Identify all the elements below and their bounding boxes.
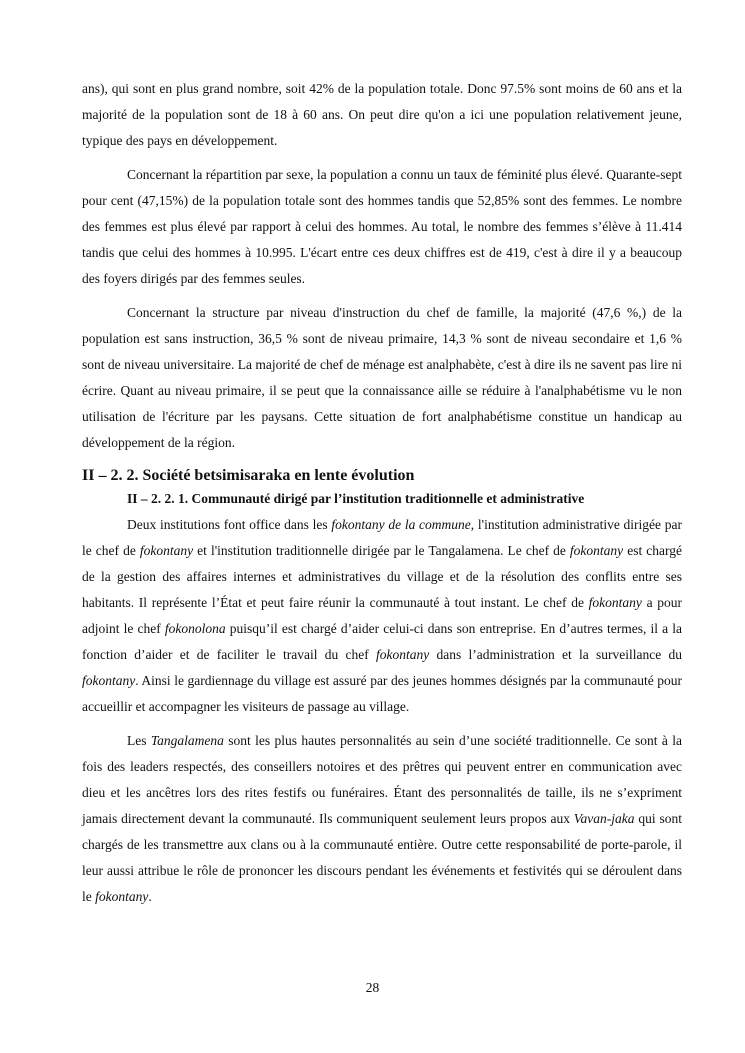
italic-term: fokontany bbox=[139, 543, 194, 558]
paragraph-tangalamena bbox=[82, 728, 682, 910]
text-run: Deux institutions font office dans les bbox=[127, 517, 332, 532]
text-run: dans l’administration et la surveillance du bbox=[429, 647, 683, 662]
text-run: Les bbox=[127, 733, 151, 748]
text-run: est chargé de la gestion des affaires internes et administratives du village et de la résolution des conflits entre ses habitants. Il représente l’État et peut faire réunir la communauté à tout instant. Le chef de bbox=[82, 543, 682, 610]
text-run: . bbox=[148, 889, 152, 904]
paragraph-education-level: Concernant la structure par niveau d'instruction du chef de famille, la majorité (47,6 %,) de la population est sans instruction, 36,5 % sont de niveau primaire, 14,3 % sont de niveau secondaire et 1,6 % sont de niveau universitaire. La majorité de chef de ménage est analphabète, c'est à dire ils ne savent pas lire ni écrire. Quant au niveau primaire, il se peut que la connaissance aille se réduire à l'analphabétisme vu le non utilisation de l'écriture par les paysans. Cette situation de fort analphabétisme constitue un handicap au développement de la région. bbox=[82, 305, 682, 450]
text-run: et l'institution traditionnelle dirigée par le Tangalamena. Le chef de bbox=[193, 543, 570, 558]
italic-term: fokontany bbox=[95, 889, 149, 904]
italic-term: fokontany bbox=[82, 673, 136, 688]
italic-term: fokonolona bbox=[164, 621, 226, 636]
section-heading: II – 2. 2. Société betsimisaraka en lente évolution bbox=[82, 467, 415, 484]
italic-term: fokontany bbox=[588, 595, 642, 610]
text-run: . Ainsi le gardiennage du village est assuré par des jeunes hommes désignés par la communauté pour accueillir et accompagner les visiteurs de passage au village. bbox=[82, 673, 682, 714]
text-run: sont les plus hautes personnalités au sein d’une société traditionnelle. Ce sont à la fois des leaders respectés, des conseillers notoires et des prêtres qui peuvent entrer en communication avec dieu et les ancêtres lors des rites festifs ou funéraires. Étant des personnalités de taille, ils ne s’expriment jamais directement devant la communauté. Ils communiquent seulement leurs propos aux bbox=[82, 733, 682, 826]
italic-term: Vavan-jaka bbox=[573, 811, 635, 826]
italic-term: fokontany bbox=[569, 543, 624, 558]
page-number: 28 bbox=[365, 980, 380, 995]
paragraph-institutions bbox=[82, 512, 682, 720]
italic-term: fokontany de la commune bbox=[331, 517, 471, 532]
paragraph-age-structure: ans), qui sont en plus grand nombre, soit 42% de la population totale. Donc 97.5% sont moins de 60 ans et la majorité de la population sont de 18 à 60 ans. On peut dire qu'on a ici une population relativement jeune, typique des pays en développement. bbox=[82, 81, 682, 148]
italic-term: Tangalamena bbox=[150, 733, 224, 748]
italic-term: fokontany bbox=[376, 647, 430, 662]
paragraph-sex-distribution: Concernant la répartition par sexe, la population a connu un taux de féminité plus élevé. Quarante-sept pour cent (47,15%) de la population totale sont des hommes tandis que 52,85% sont des femmes. Le nombre des femmes est plus élevé par rapport à celui des hommes. Au total, le nombre des femmes s’élève à 11.414 tandis que celui des hommes à 10.995. L'écart entre ces deux chiffres est de 419, c'est à dire il y a beaucoup des foyers dirigés par des femmes seules. bbox=[82, 167, 682, 286]
text-run: a pour adjoint le chef bbox=[82, 595, 682, 636]
text-run: qui sont chargés de les transmettre aux clans ou à la communauté entière. Outre cette responsabilité de porte-parole, il leur aussi attribue le rôle de prononcer les discours pendant les événements et festivités qui se déroulent dans le bbox=[82, 811, 682, 904]
subsection-heading: II – 2. 2. 1. Communauté dirigé par l’institution traditionnelle et administrative bbox=[127, 491, 585, 506]
document-page bbox=[82, 76, 682, 918]
text-run: puisqu’il est chargé d’aider celui-ci dans son entreprise. En d’autres termes, il a la fonction d’aider et de faciliter le travail du chef bbox=[82, 621, 683, 662]
text-run: , l'institution administrative dirigée par le chef de bbox=[82, 517, 682, 558]
